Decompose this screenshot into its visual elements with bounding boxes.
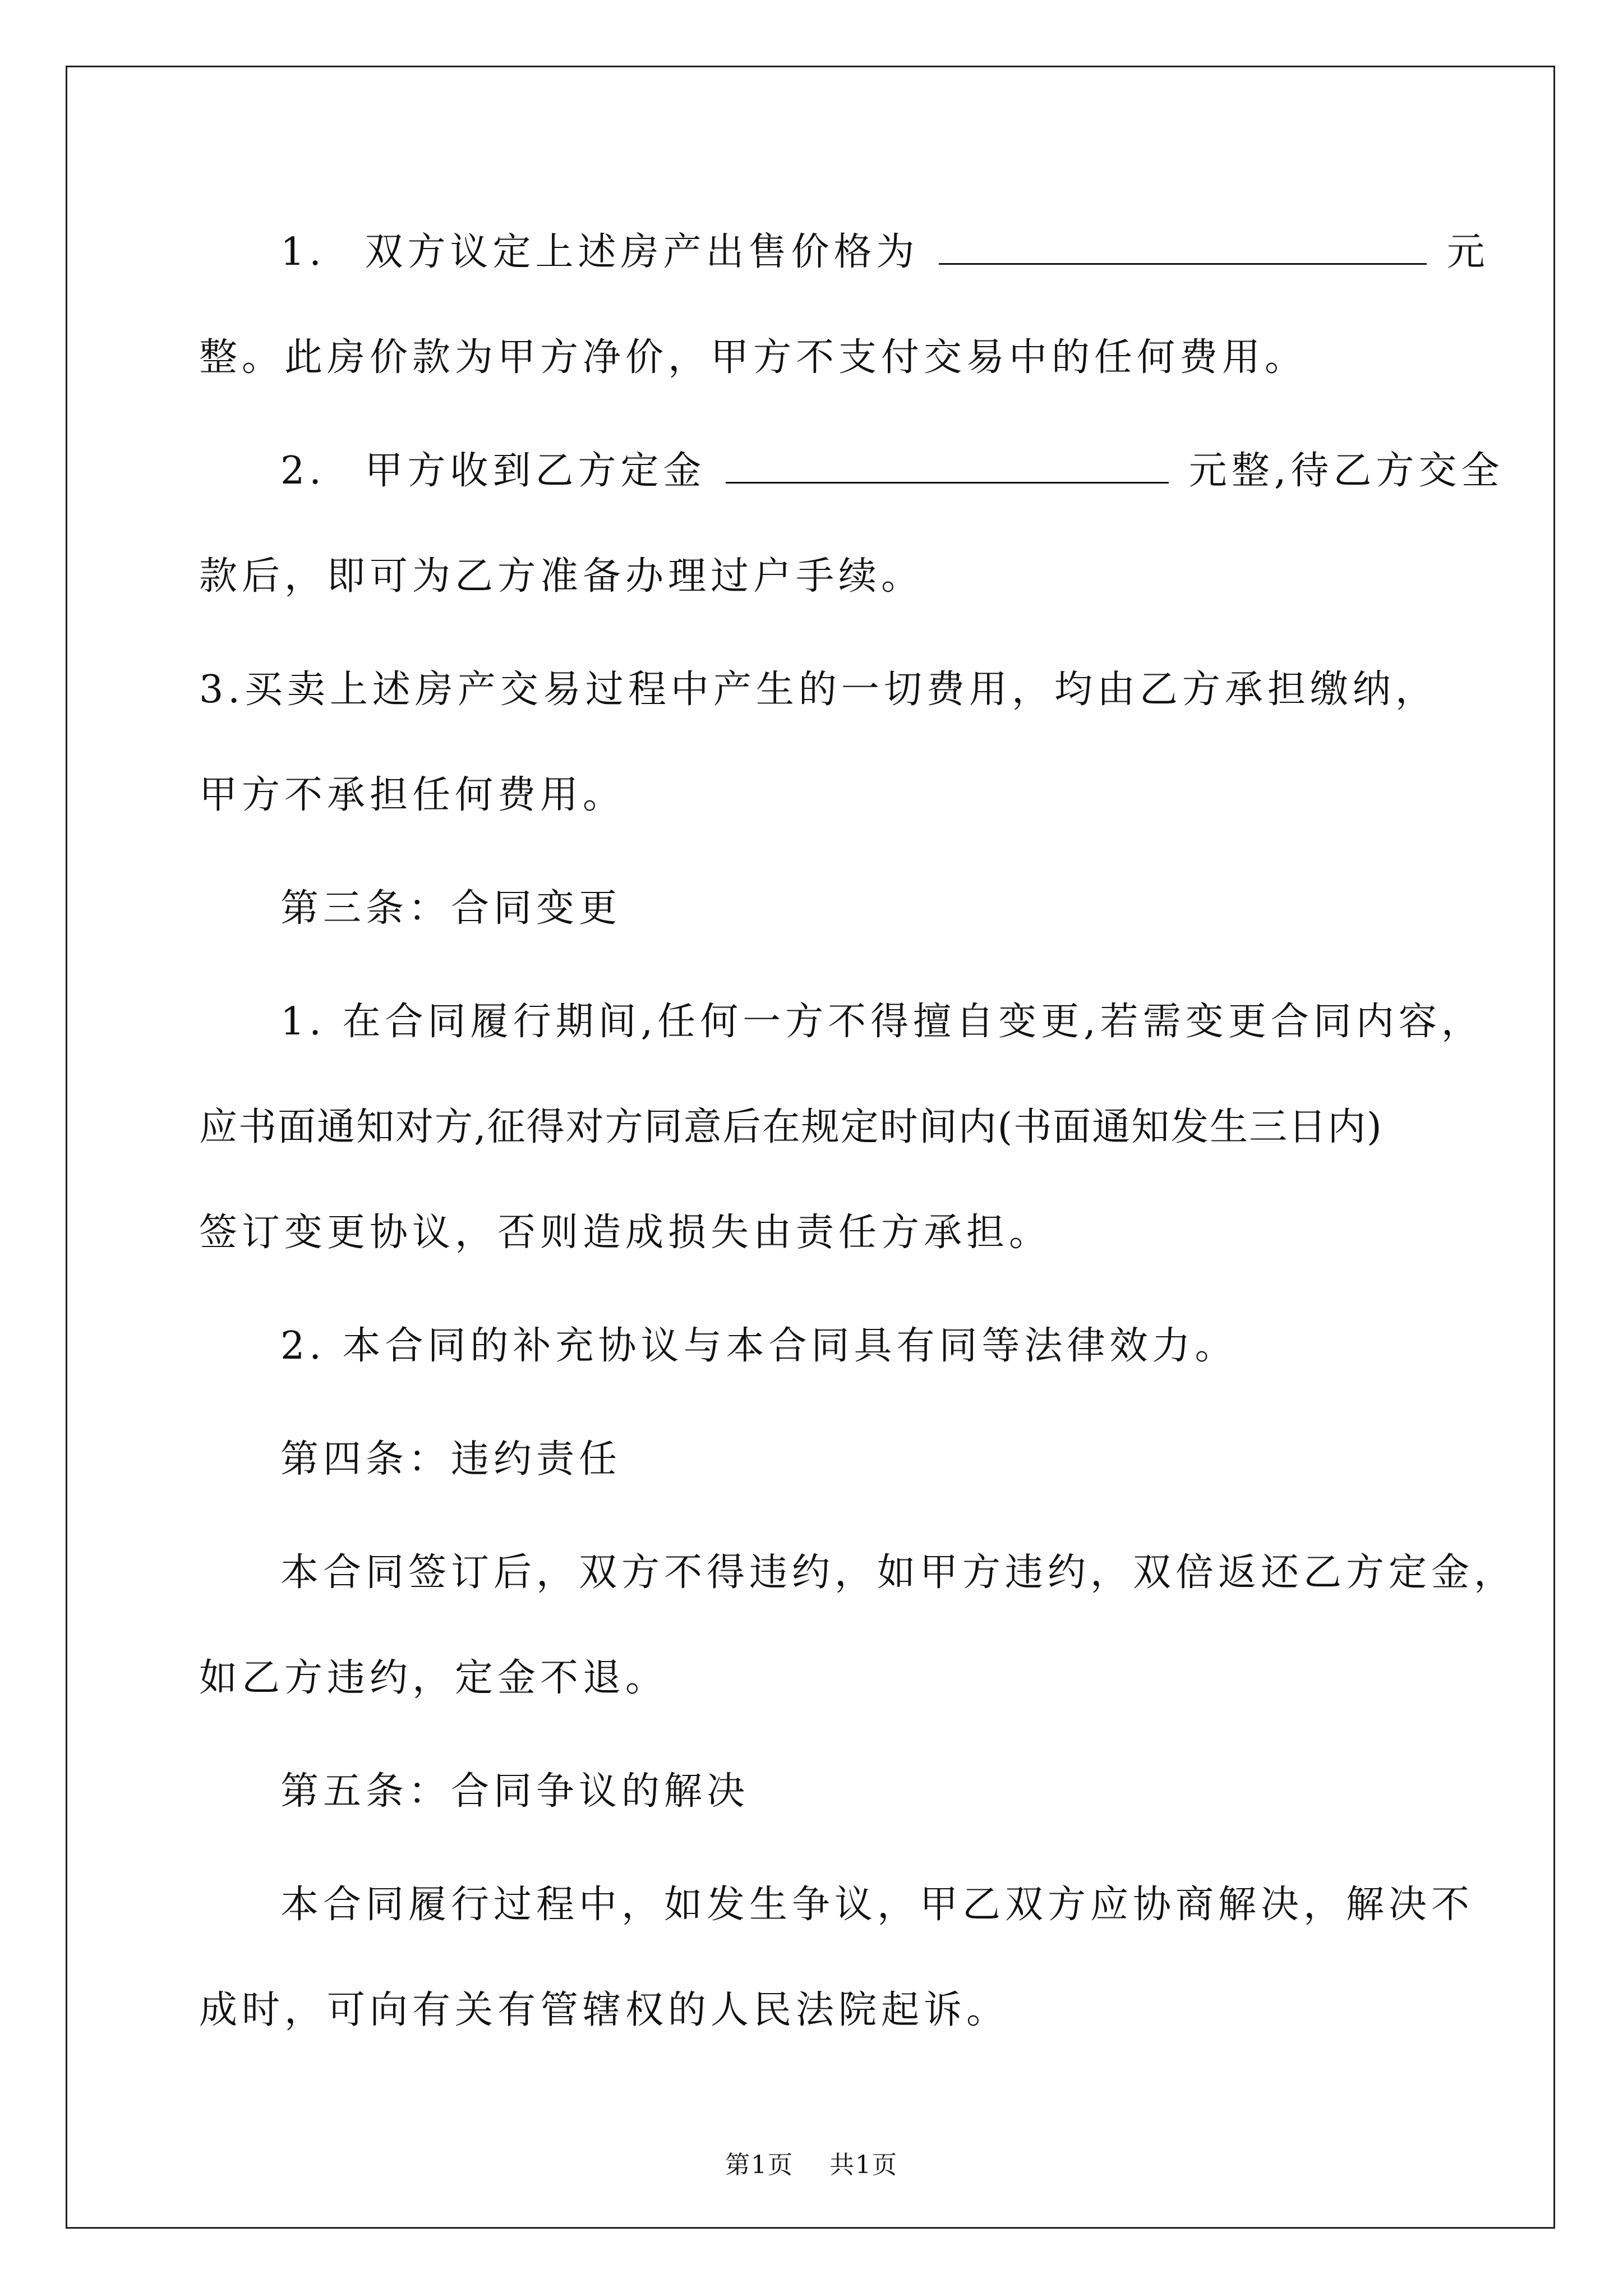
clause-breach-line1: 本合同签订后，双方不得违约，如甲方违约，双倍返还乙方定金， [280, 1550, 1517, 1595]
clause-price-line2: 整。此房价款为甲方净价，甲方不支付交易中的任何费用。 [199, 335, 1308, 380]
clause-number: 1. [280, 230, 326, 274]
clause-dispute-line1: 本合同履行过程中，如发生争议，甲乙双方应协商解决，解决不 [280, 1883, 1474, 1927]
section-heading-breach: 第四条：违约责任 [280, 1437, 622, 1481]
deposit-blank [726, 438, 1169, 484]
clause-text: 双方议定上述房产出售价格为 [365, 230, 919, 274]
section-heading-contract-change: 第三条：合同变更 [280, 886, 622, 931]
clause-change-line2: 应书面通知对方,征得对方同意后在规定时间内(书面通知发生三日内) [199, 1105, 1383, 1149]
clause-supplement: 2. 本合同的补充协议与本合同具有同等法律效力。 [280, 1324, 1238, 1368]
clause-price-line1 [280, 219, 1490, 286]
clause-fees-line2: 甲方不承担任何费用。 [199, 773, 626, 817]
clause-text: 甲方收到乙方定金 [365, 449, 706, 493]
clause-number: 2. [280, 449, 326, 493]
clause-change-line1: 1. 在合同履行期间,任何一方不得擅自变更,若需变更合同内容， [280, 1000, 1484, 1044]
page-total: 共1页 [829, 2151, 898, 2179]
page-number: 第1页 [725, 2151, 794, 2179]
clause-breach-line2: 如乙方违约，定金不退。 [199, 1656, 668, 1700]
clause-text-suffix: 元 [1446, 230, 1490, 274]
page-footer [0, 2148, 1623, 2182]
clause-dispute-line2: 成时，可向有关有管辖权的人民法院起诉。 [199, 1988, 1009, 2032]
price-blank [939, 219, 1427, 265]
clause-fees-line1: 3.买卖上述房产交易过程中产生的一切费用，均由乙方承担缴纳， [199, 668, 1438, 712]
clause-deposit-line2: 款后，即可为乙方准备办理过户手续。 [199, 554, 924, 599]
clause-change-line3: 签订变更协议，否则造成损失由责任方承担。 [199, 1211, 1052, 1255]
clause-deposit-line1 [280, 438, 1504, 505]
section-heading-dispute: 第五条：合同争议的解决 [280, 1769, 750, 1814]
clause-text-suffix: 元整,待乙方交全 [1188, 449, 1504, 493]
